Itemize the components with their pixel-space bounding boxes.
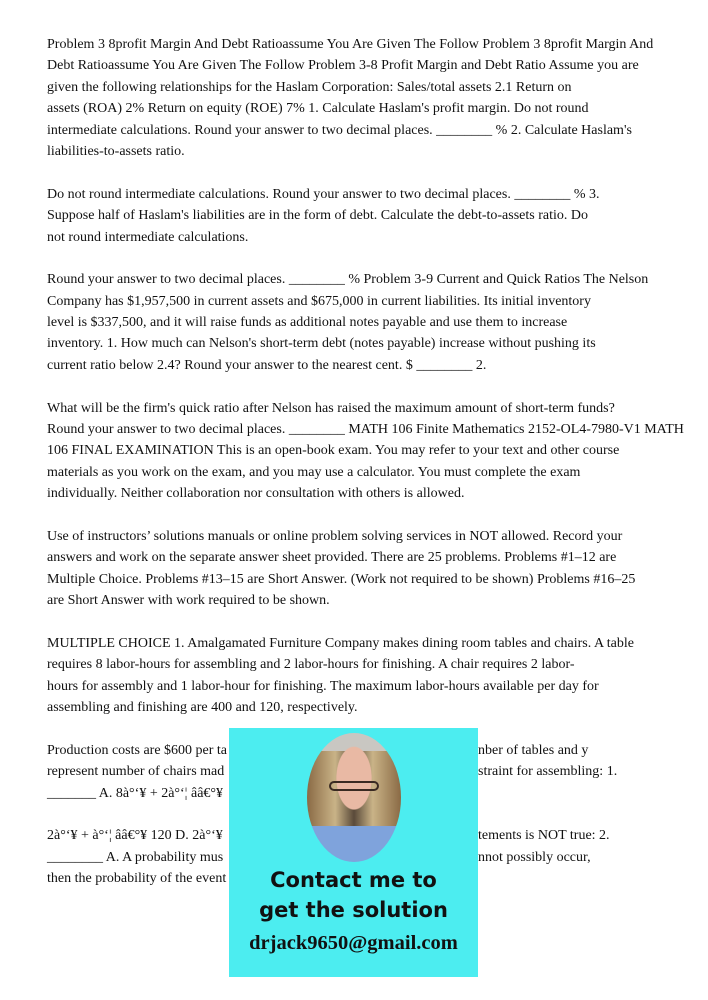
author-photo bbox=[307, 733, 401, 862]
text-line: Debt Ratioassume You Are Given The Follow Problem 3-8 Profit Margin and Debt Ratio Assume you are bbox=[47, 58, 639, 74]
text-fragment-left: ________ A. A probability mus bbox=[47, 849, 224, 865]
text-line: Do not round intermediate calculations. Round your answer to two decimal places. ________ % 3. bbox=[47, 186, 600, 202]
text-line: MULTIPLE CHOICE 1. Amalgamated Furniture Company makes dining room tables and chairs. A table bbox=[47, 635, 635, 651]
text-line: assets (ROA) 2% Return on equity (ROE) 7% 1. Calculate Haslam's profit margin. Do not round bbox=[47, 101, 589, 117]
text-fragment-left: then the probability of the event bbox=[47, 871, 227, 887]
text-line: 106 FINAL EXAMINATION This is an open-book exam. You may refer to your text and other course bbox=[47, 443, 620, 459]
text-line: Use of instructors’ solutions manuals or online problem solving services in NOT allowed. Record your bbox=[47, 528, 623, 544]
text-line: Suppose half of Haslam's liabilities are in the form of debt. Calculate the debt-to-assets ratio. Do bbox=[47, 208, 588, 224]
text-fragment-right: nber of tables and y bbox=[478, 742, 589, 758]
contact-email[interactable]: drjack9650@gmail.com bbox=[249, 932, 458, 954]
paragraph bbox=[47, 34, 687, 162]
ad-line-2: get the solution bbox=[259, 898, 448, 922]
text-line: inventory. 1. How much can Nelson's short-term debt (notes payable) increase without pushing its bbox=[47, 336, 596, 352]
contact-ad-banner[interactable] bbox=[229, 728, 478, 977]
text-line: Problem 3 8profit Margin And Debt Ratioassume You Are Given The Follow Problem 3 8profit Margin And bbox=[47, 37, 654, 52]
text-line: not round intermediate calculations. bbox=[47, 229, 249, 245]
paragraph bbox=[47, 184, 687, 248]
paragraph bbox=[47, 526, 687, 612]
text-line: Round your answer to two decimal places. ________ MATH 106 Finite Mathematics 2152-OL4-7980-V1 MATH bbox=[47, 422, 684, 438]
text-line: individually. Neither collaboration nor consultation with others is allowed. bbox=[47, 486, 465, 502]
text-fragment-left: Production costs are $600 per ta bbox=[47, 742, 228, 758]
paragraph bbox=[47, 398, 687, 505]
text-line: Company has $1,957,500 in current assets and $675,000 in current liabilities. Its initial inventory bbox=[47, 293, 591, 309]
text-line: Round your answer to two decimal places. ________ % Problem 3-9 Current and Quick Ratios The Nelson bbox=[47, 272, 649, 288]
text-line: are Short Answer with work required to be shown. bbox=[47, 593, 330, 609]
text-fragment-right: tements is NOT true: 2. bbox=[478, 828, 610, 844]
text-line: requires 8 labor-hours for assembling and 2 labor-hours for finishing. A chair requires 2 labor- bbox=[47, 657, 575, 673]
text-line: materials as you work on the exam, and you may use a calculator. You must complete the exam bbox=[47, 464, 581, 480]
text-line: hours for assembly and 1 labor-hour for finishing. The maximum labor-hours available per day for bbox=[47, 678, 599, 694]
text-line: What will be the firm's quick ratio after Nelson has raised the maximum amount of short-term funds? bbox=[47, 400, 615, 416]
text-line: current ratio below 2.4? Round your answer to the nearest cent. $ ________ 2. bbox=[47, 357, 487, 373]
text-fragment-left: _______ A. 8à°‘¥ + 2à°‘¦ ââ€°¥ bbox=[47, 785, 224, 801]
text-fragment-left: 2à°‘¥ + à°‘¦ ââ€°¥ 120 D. 2à°‘¥ bbox=[47, 828, 223, 844]
text-fragment-left: represent number of chairs mad bbox=[47, 764, 225, 780]
text-line: Multiple Choice. Problems #13–15 are Short Answer. (Work not required to be shown) Problems #16–25 bbox=[47, 571, 636, 587]
text-line: intermediate calculations. Round your answer to two decimal places. ________ % 2. Calculate Haslam's bbox=[47, 122, 632, 138]
text-line: liabilities-to-assets ratio. bbox=[47, 143, 185, 159]
text-line: given the following relationships for the Haslam Corporation: Sales/total assets 2.1 Return on bbox=[47, 79, 572, 95]
ad-line-1: Contact me to bbox=[270, 868, 437, 892]
glasses-shape bbox=[329, 781, 379, 791]
paragraph bbox=[47, 633, 687, 719]
text-fragment-right: straint for assembling: 1. bbox=[478, 764, 618, 780]
text-line: answers and work on the separate answer sheet provided. There are 25 problems. Problems #1–12 are bbox=[47, 550, 617, 566]
paragraph bbox=[47, 269, 687, 376]
text-line: level is $337,500, and it will raise funds as additional notes payable and use them to increase bbox=[47, 315, 568, 331]
text-line: assembling and finishing are 400 and 120, respectively. bbox=[47, 700, 358, 716]
text-fragment-right: nnot possibly occur, bbox=[478, 849, 591, 865]
